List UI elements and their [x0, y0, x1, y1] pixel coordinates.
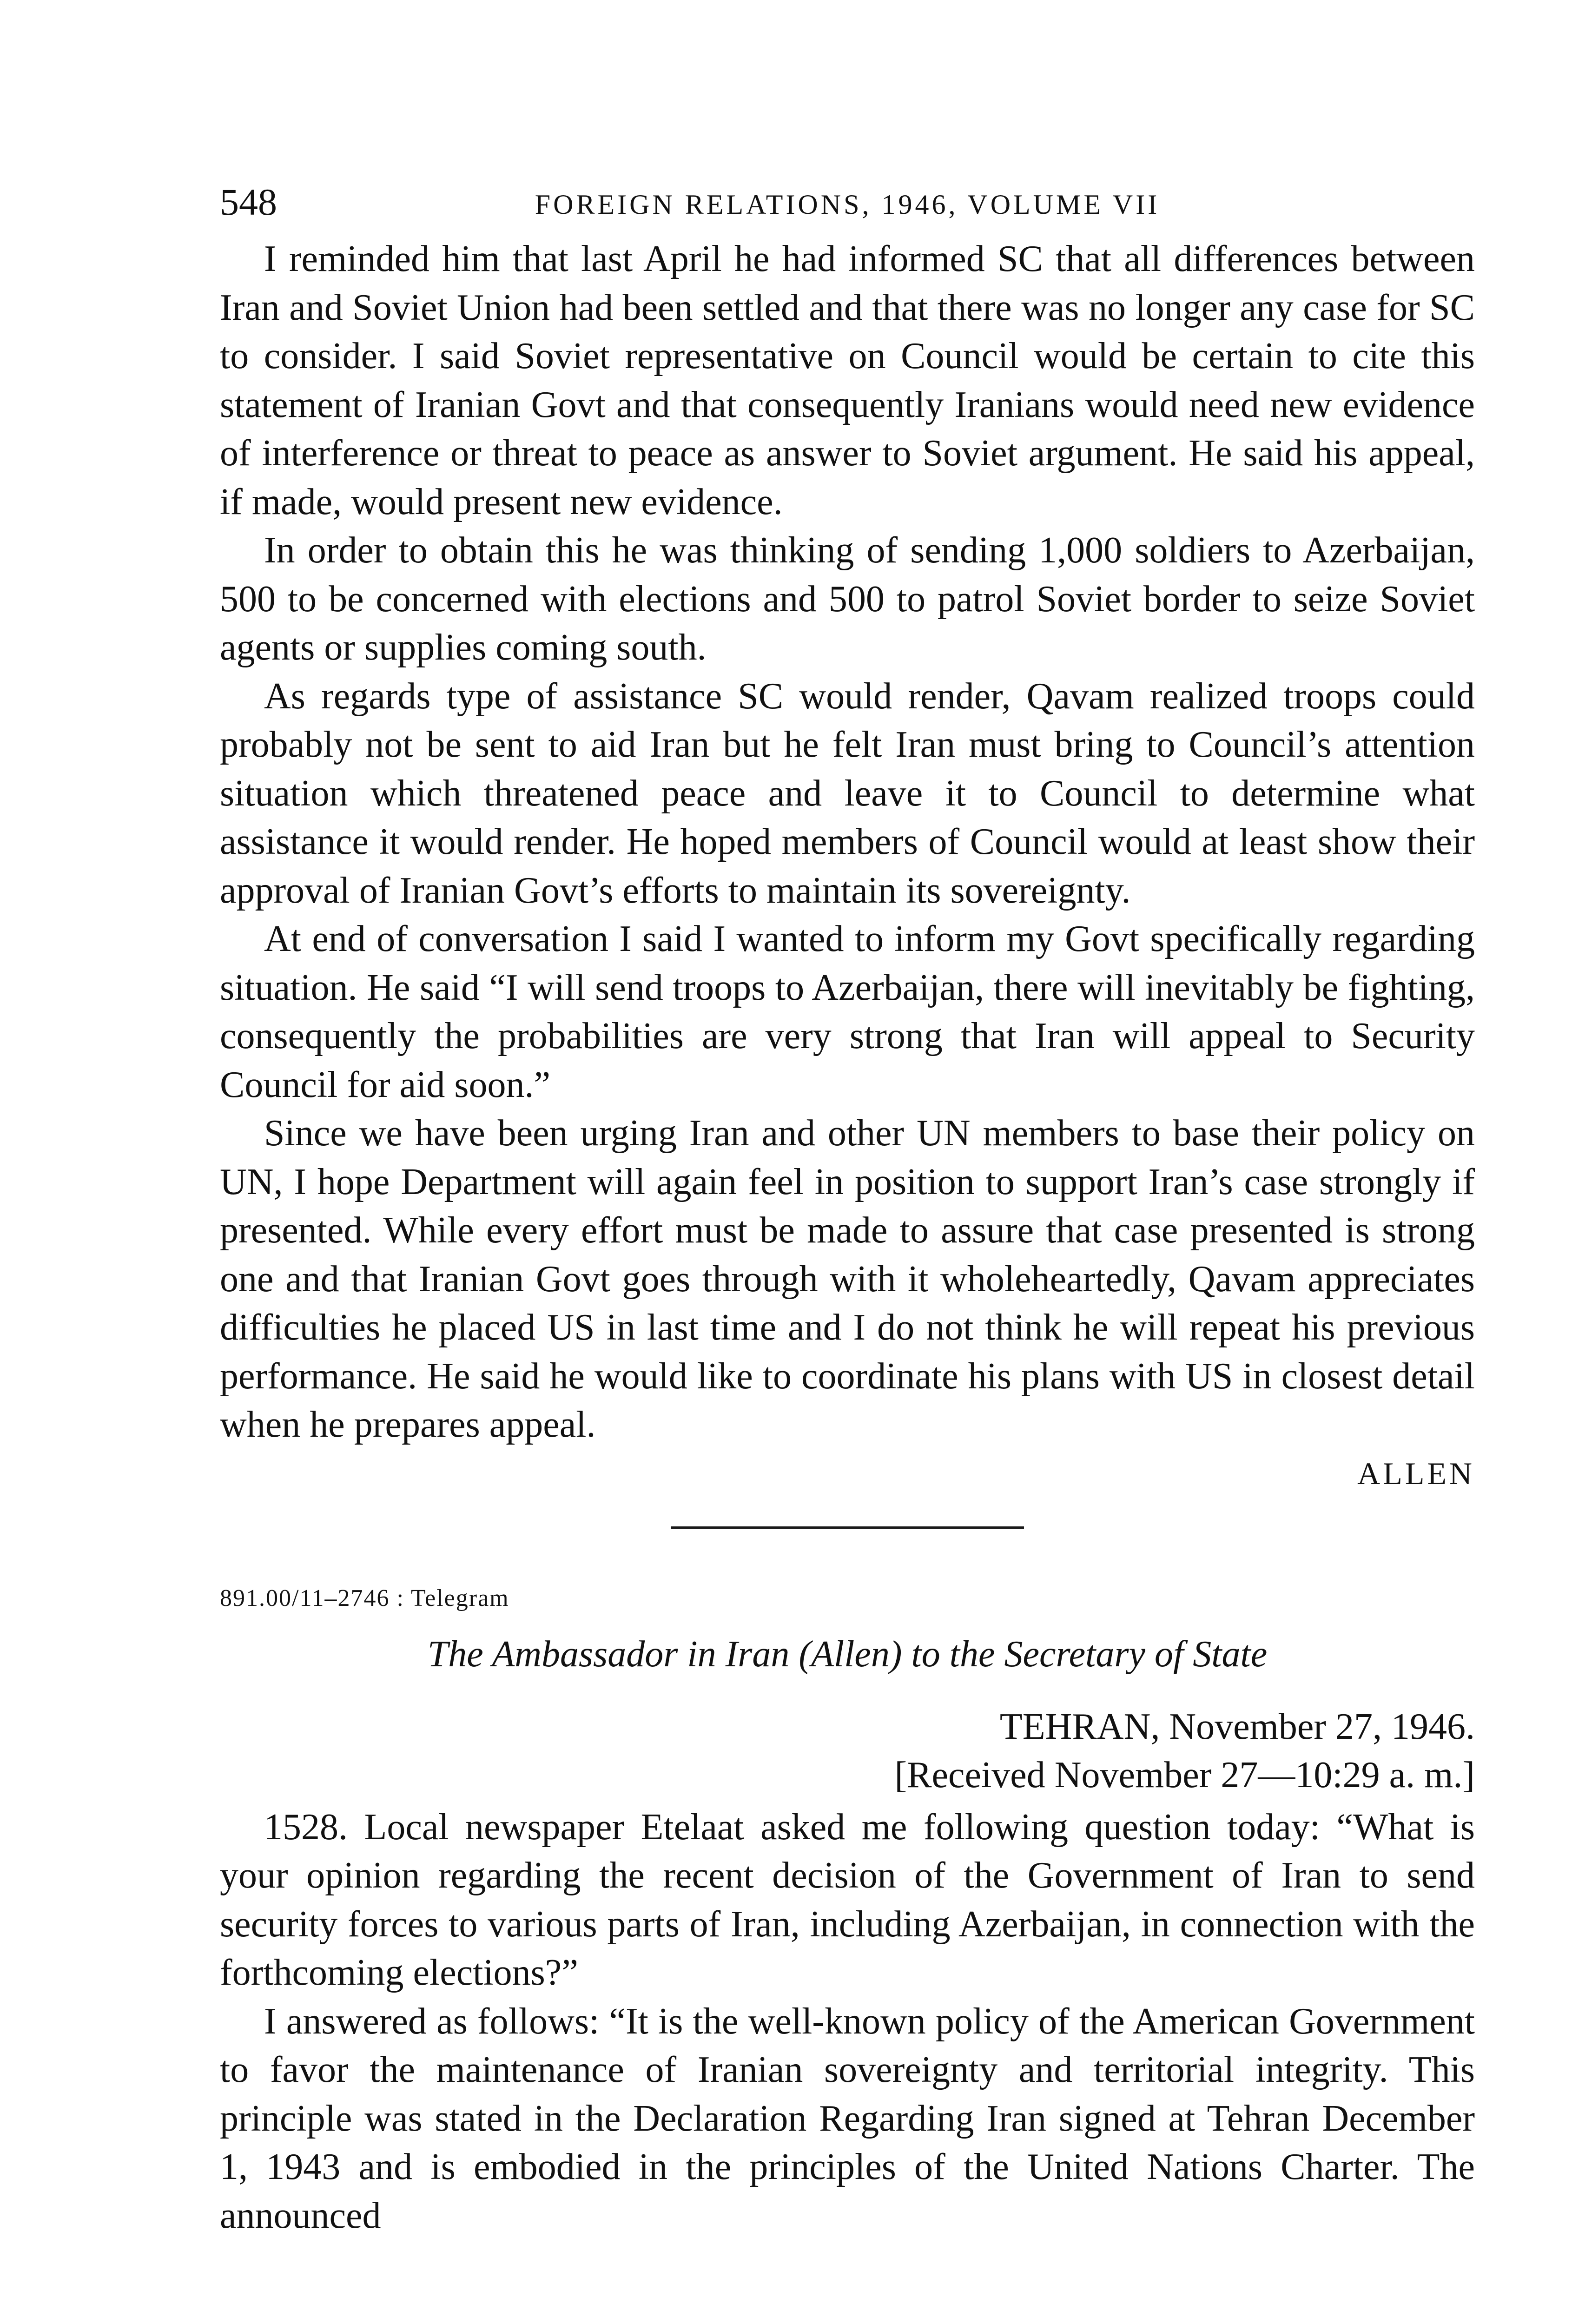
body-paragraph: Since we have been urging Iran and other UN members to base their policy on UN, I hope Department will again feel in position to support Iran’s case strongly if presented. While every effort must be made to assure that case presented is strong one and that Iranian Govt goes through with it wholeheartedly, Qavam appreciates difficulties he placed US in last time and I do not think he will repeat his previous performance. He said he would like to coordinate his plans with US in closest detail when he prepares appeal. — [220, 1113, 1475, 1445]
running-head: FOREIGN RELATIONS, 1946, VOLUME VII — [535, 189, 1160, 220]
body-paragraph: 1528. Local newspaper Etelaat asked me following question today: “What is your opinion regarding the recent decision of the Government of Iran to send security forces to various parts of Iran, including Azerbaijan, in connection with the forthcoming elections?” — [220, 1806, 1475, 1993]
body-paragraph: In order to obtain this he was thinking of sending 1,000 soldiers to Azerbaijan, 500 to be concerned with elections and 500 to patrol Soviet border to seize Soviet agents or supplies coming south. — [220, 530, 1475, 668]
file-reference: 891.00/11–2746 : Telegram — [220, 1585, 509, 1611]
section-divider — [671, 1526, 1024, 1529]
page-header — [220, 179, 1475, 230]
signature: ALLEN — [1357, 1455, 1475, 1491]
body-paragraph: I reminded him that last April he had informed SC that all differences between Iran and Soviet Union had been settled and that there was no longer any case for SC to consider. I said Soviet representative on Council would be certain to cite this statement of Iranian Govt and that consequently Iranians would need new evidence of interference or threat to peace as answer to Soviet argument. He said his appeal, if made, would present new evidence. — [220, 238, 1475, 522]
page-number: 548 — [220, 181, 277, 223]
received-note: [Received November 27—10:29 a. m.] — [894, 1754, 1475, 1796]
document-title: The Ambassador in Iran (Allen) to the Secretary of State — [427, 1633, 1268, 1675]
page-body — [220, 235, 1475, 2240]
dateline-city: TEHRAN — [999, 1706, 1151, 1747]
dateline — [220, 1703, 1475, 1751]
body-paragraph: I answered as follows: “It is the well-known policy of the American Government to favor the maintenance of Iranian sovereignty and territorial integrity. This principle was stated in the Declaration Regarding Iran signed at Tehran December 1, 1943 and is embodied in the principles of the United Nations Charter. The announced — [220, 2000, 1475, 2236]
body-paragraph: At end of conversation I said I wanted to inform my Govt specifically regarding situation. He said “I will send troops to Azerbaijan, there will inevitably be fighting, consequently the probabilities are very strong that Iran will appeal to Security Council for aid soon.” — [220, 918, 1475, 1105]
dateline-date: , November 27, 1946. — [1150, 1706, 1475, 1747]
body-paragraph: As regards type of assistance SC would render, Qavam realized troops could probably not be sent to aid Iran but he felt Iran must bring to Council’s attention situation which threatened peace and leave it to Council to determine what assistance it would render. He hoped members of Council would at least show their approval of Iranian Govt’s efforts to maintain its sovereignty. — [220, 675, 1475, 911]
